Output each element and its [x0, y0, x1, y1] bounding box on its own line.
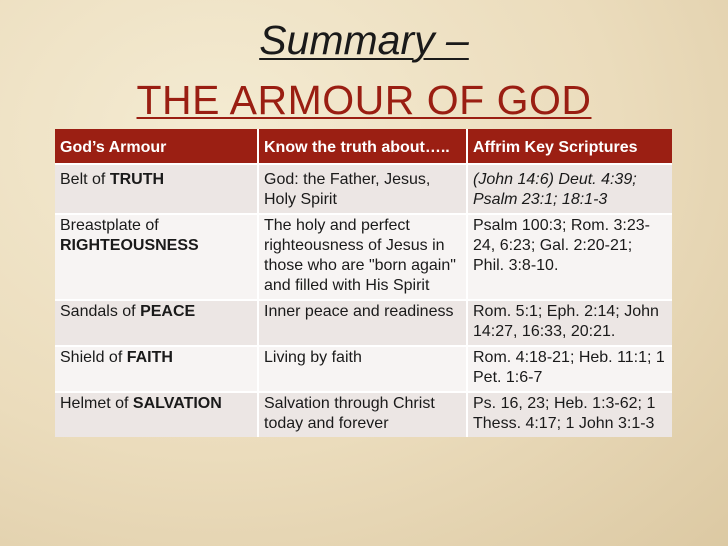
header-gods-armour: God’s Armour [55, 129, 258, 164]
armour-prefix: Belt of [60, 171, 110, 188]
scripture-cell: Ps. 16, 23; Heb. 1:3-62; 1 Thess. 4:17; 1 John 3:1-3 [467, 392, 672, 437]
truth-cell: God: the Father, Jesus, Holy Spirit [258, 164, 467, 214]
truth-cell: The holy and perfect righteousness of Jesus in those who are "born again" and filled with His Spirit [258, 214, 467, 300]
armour-name: FAITH [126, 349, 173, 366]
scripture-cell: (John 14:6) Deut. 4:39; Psalm 23:1; 18:1-3 [467, 164, 672, 214]
slide-title: Summary – [259, 17, 469, 63]
armour-cell [55, 300, 258, 346]
armour-cell [55, 164, 258, 214]
truth-cell: Living by faith [258, 346, 467, 392]
truth-cell: Salvation through Christ today and forever [258, 392, 467, 437]
scripture-cell: Psalm 100:3; Rom. 3:23-24, 6:23; Gal. 2:20-21; Phil. 3:8-10. [467, 214, 672, 300]
table-row [55, 164, 672, 214]
table-row [55, 392, 672, 437]
scripture-cell: Rom. 4:18-21; Heb. 11:1; 1 Pet. 1:6-7 [467, 346, 672, 392]
armour-prefix: Shield of [60, 349, 127, 366]
armour-name: TRUTH [109, 171, 165, 188]
armour-cell [55, 392, 258, 437]
scripture-cell: Rom. 5:1; Eph. 2:14; John 14:27, 16:33, 20:21. [467, 300, 672, 346]
armour-name: SALVATION [132, 395, 222, 412]
table-header-row [55, 129, 672, 164]
truth-cell: Inner peace and readiness [258, 300, 467, 346]
armour-prefix: Sandals of [60, 303, 141, 320]
header-know-the-truth: Know the truth about….. [258, 129, 467, 164]
armour-name: PEACE [140, 303, 196, 320]
armour-cell [55, 346, 258, 392]
header-key-scriptures: Affrim Key Scriptures [467, 129, 672, 164]
slide-subtitle-text: THE ARMOUR OF GOD [136, 77, 592, 123]
table-row [55, 214, 672, 300]
armour-table [55, 129, 672, 437]
armour-prefix: Breastplate of [60, 217, 159, 234]
armour-prefix: Helmet of [60, 395, 133, 412]
table-row [55, 300, 672, 346]
slide-subtitle [0, 78, 728, 123]
table-row [55, 346, 672, 392]
armour-name: RIGHTEOUSNESS [60, 237, 199, 254]
armour-cell [55, 214, 258, 300]
